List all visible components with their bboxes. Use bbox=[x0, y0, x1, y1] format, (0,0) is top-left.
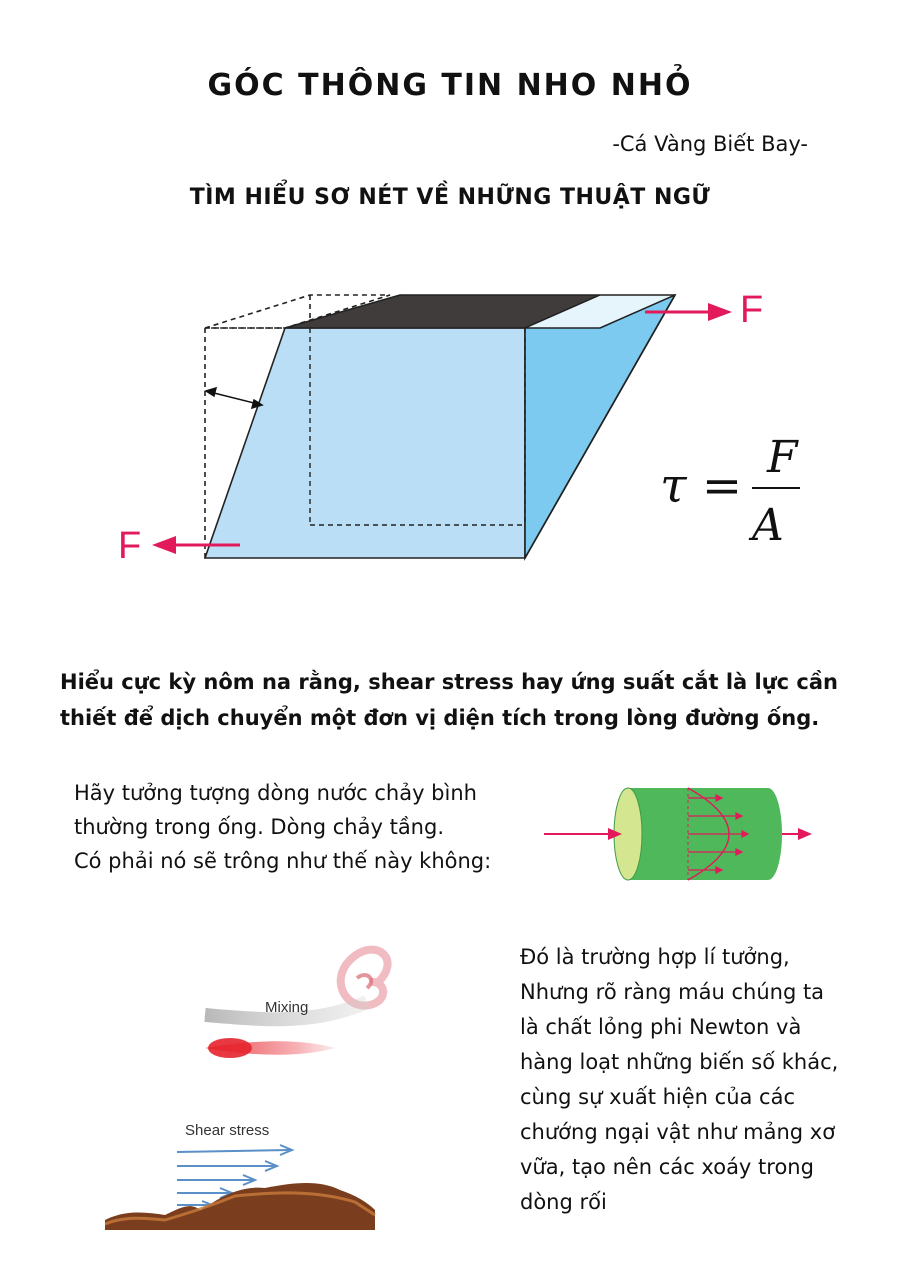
text-line: là chất lỏng phi Newton và bbox=[520, 1015, 802, 1039]
text-line: Nhưng rõ ràng máu chúng ta bbox=[520, 980, 825, 1004]
turbulent-flow-paragraph bbox=[520, 940, 840, 1220]
text-line: hàng loạt những biến số khác, bbox=[520, 1050, 839, 1074]
text-line: Đó là trường hợp lí tưởng, bbox=[520, 945, 790, 969]
force-label-top: F bbox=[740, 289, 764, 331]
shear-stress-diagram bbox=[100, 270, 820, 570]
section-subtitle: TÌM HIỂU SƠ NÉT VỀ NHỮNG THUẬT NGỮ bbox=[189, 185, 711, 210]
force-label-bottom: F bbox=[118, 525, 142, 567]
laminar-pipe-diagram bbox=[540, 780, 820, 890]
formula-numerator: F bbox=[767, 432, 798, 483]
text-line: Có phải nó sẽ trông như thế này không: bbox=[74, 849, 492, 873]
text-line: cùng sự xuất hiện của các bbox=[520, 1085, 796, 1109]
text-line: Hãy tưởng tượng dòng nước chảy bình bbox=[74, 781, 477, 805]
pipe-far-end bbox=[754, 788, 782, 880]
text-line: dòng rối bbox=[520, 1190, 607, 1214]
plaque-surface bbox=[105, 1183, 375, 1230]
mixing-label: Mixing bbox=[265, 999, 309, 1016]
laminar-flow-paragraph bbox=[74, 776, 514, 878]
text-line: vữa, tạo nên các xoáy trong bbox=[520, 1155, 814, 1179]
shear-stress-label: Shear stress bbox=[185, 1122, 270, 1139]
text-line: thường trong ống. Dòng chảy tầng. bbox=[74, 815, 445, 839]
turbulence-illustration bbox=[105, 940, 405, 1230]
formula-lhs: τ = bbox=[660, 458, 743, 514]
deformation-angle-arrow bbox=[206, 388, 262, 408]
text-line: chướng ngại vật như mảng xơ bbox=[520, 1120, 836, 1144]
block-front-face bbox=[205, 328, 525, 558]
page-title: GÓC THÔNG TIN NHO NHỎ bbox=[207, 68, 693, 103]
definition-paragraph: Hiểu cực kỳ nôm na rằng, shear stress hay ứng suất cắt là lực cần thiết để dịch chuyển một đơn vị diện tích trong lòng đường ống. bbox=[60, 670, 838, 730]
author-byline: -Cá Vàng Biết Bay- bbox=[612, 132, 808, 156]
formula-denominator: A bbox=[752, 500, 784, 551]
